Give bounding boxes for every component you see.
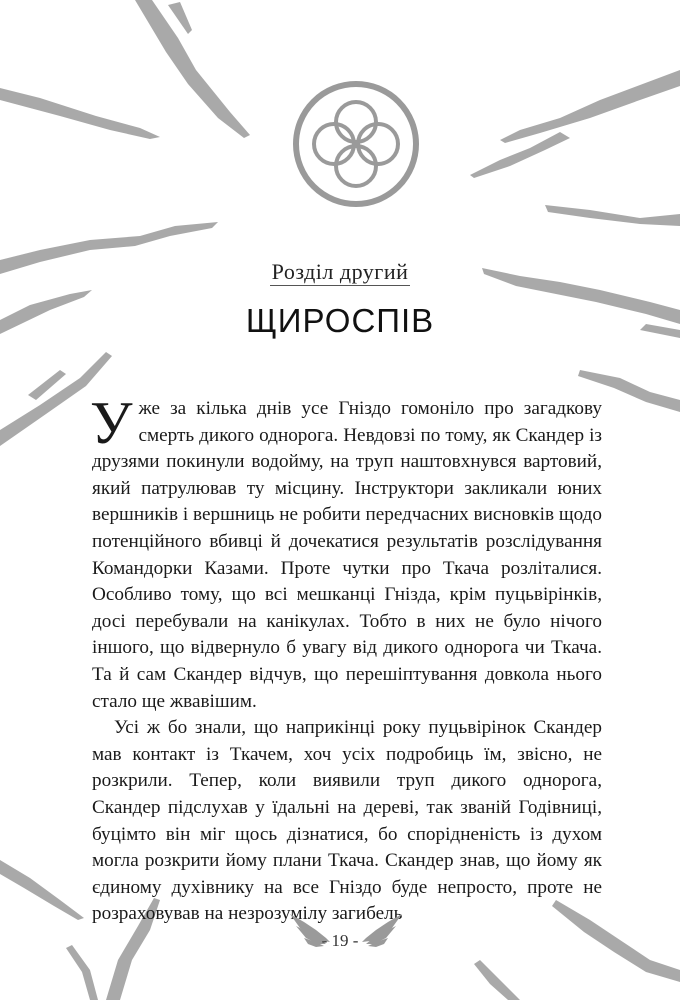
paragraph-1-text: же за кілька днів усе Гніздо гомоніло про загадкову смерть дикого однорога. Невдовзі по тому, як Скандер із друзями покинули водойму, на труп наштовхнувся вартовий, який патрулював ту місцину. Інструктори закликали юних вершників і вершниць не робити передчасних висновків щодо потенційного вбивці й дочекатися результатів розслідування Командорки Казами. Проте чутки про Ткача розліталися. Особливо тому, що всі мешканці Гнізда, крім пуцьвірінків, досі перебували на канікулах. Тобто в них не було нічого іншого, що відвернуло б увагу від дикого однорога чи Ткача. Та й сам Скандер відчув, що перешіптування довкола нього стало ще жвавішим. [92, 398, 602, 712]
paragraph-2: Усі ж бо знали, що наприкінці року пуцьвірінок Скандер мав контакт із Ткачем, хоч усіх подробиць їм, звісно, не розкрили. Тепер, коли виявили труп дикого однорога, Скандер підслухав у їдальні на дереві, так званій Годівниці, буцімто він міг щось дізнатися, бо спорідненість із духом могла розкрити йому плани Ткача. Скандер знав, що йому як єдиному духівнику на все Гніздо буде непросто, проте не розраховував на незрозумілу загибель [92, 717, 602, 925]
element-spirit-emblem-icon [292, 80, 420, 208]
page-number: - 19 - [321, 931, 359, 950]
chapter-body [90, 390, 602, 928]
chapter-title: ЩИРОСПІВ [245, 302, 435, 339]
paragraph-1 [90, 390, 602, 715]
chapter-kicker-text: Розділ другий [271, 259, 409, 284]
drop-cap: У [90, 390, 133, 456]
chapter-kicker [0, 259, 680, 285]
